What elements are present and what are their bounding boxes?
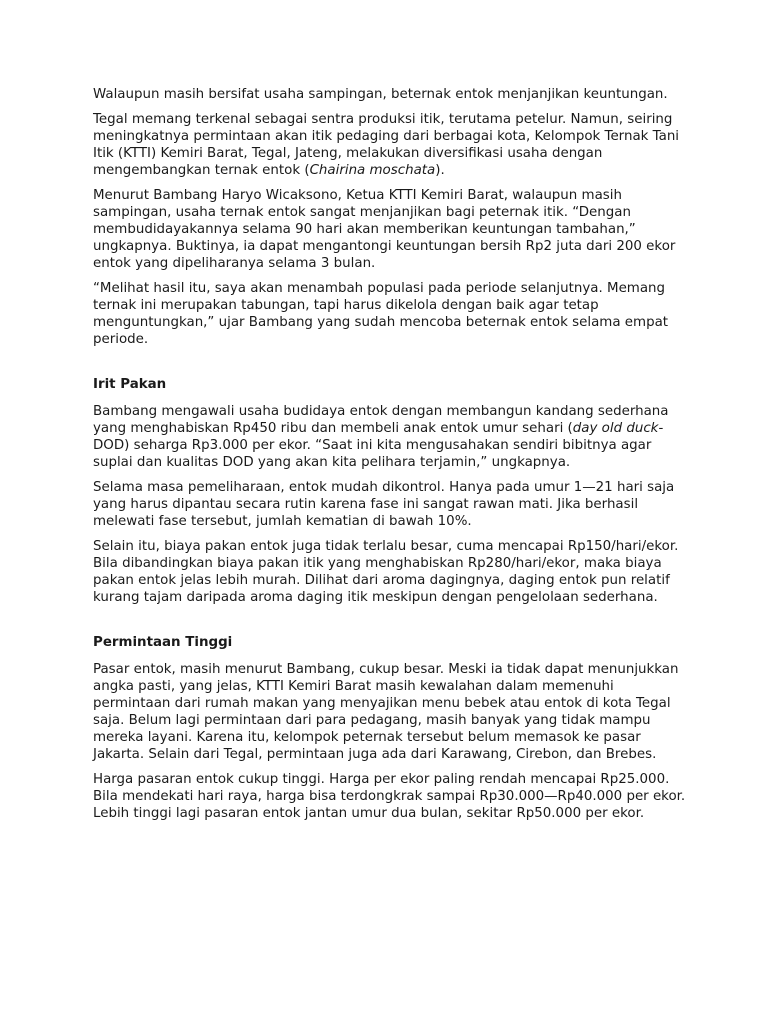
section1-paragraph-1 [93,403,693,471]
dod-term: day old duck [572,421,659,436]
section1-paragraph-1-text-b: -DOD) seharga Rp3.000 per ekor. “Saat ini kita mengusahakan sendiri bibitnya agar suplai dan kualitas DOD yang akan kita pelihara terjamin,” ungkapnya. [93,421,664,470]
intro-paragraph-1: Walaupun masih bersifat usaha sampingan, beternak entok menjanjikan keuntungan. [93,87,668,102]
section1-paragraph-3: Selain itu, biaya pakan entok juga tidak terlalu besar, cuma mencapai Rp150/hari/ekor. Bila dibandingkan biaya pakan itik yang menghabiskan Rp280/hari/ekor, maka biaya pakan entok jelas lebih murah. Dilihat dari aroma dagingnya, daging entok pun relatif kurang tajam daripada aroma daging itik meskipun dengan pengelolaan sederhana. [93,539,679,605]
intro-paragraph-2-text-b: ). [435,163,445,178]
intro-paragraph-2 [93,111,693,179]
section-heading-irit-pakan: Irit Pakan [93,377,167,392]
section-heading-permintaan-tinggi: Permintaan Tinggi [93,635,233,650]
intro-paragraph-3: Menurut Bambang Haryo Wicaksono, Ketua KTTI Kemiri Barat, walaupun masih sampingan, usaha ternak entok sangat menjanjikan bagi peternak itik. “Dengan membudidayakannya selama 90 hari akan memberikan keuntungan tambahan,” ungkapnya. Buktinya, ia dapat mengantongi keuntungan bersih Rp2 juta dari 200 ekor entok yang dipeliharanya selama 3 bulan. [93,188,676,271]
document-page [93,86,693,830]
section1-paragraph-1-text-a: Bambang mengawali usaha budidaya entok dengan membangun kandang sederhana yang menghabiskan Rp450 ribu dan membeli anak entok umur sehari ( [93,404,669,436]
section2-paragraph-1: Pasar entok, masih menurut Bambang, cukup besar. Meski ia tidak dapat menunjukkan angka pasti, yang jelas, KTTI Kemiri Barat masih kewalahan dalam memenuhi permintaan dari rumah makan yang menyajikan menu bebek atau entok di kota Tegal saja. Belum lagi permintaan dari para pedagang, masih banyak yang tidak mampu mereka layani. Karena itu, kelompok peternak tersebut belum memasok ke pasar Jakarta. Selain dari Tegal, permintaan juga ada dari Karawang, Cirebon, dan Brebes. [93,662,679,762]
section1-paragraph-2: Selama masa pemeliharaan, entok mudah dikontrol. Hanya pada umur 1—21 hari saja yang harus dipantau secara rutin karena fase ini sangat rawan mati. Jika berhasil melewati fase tersebut, jumlah kematian di bawah 10%. [93,480,675,529]
intro-paragraph-2-text-a: Tegal memang terkenal sebagai sentra produksi itik, terutama petelur. Namun, seiring meningkatnya permintaan akan itik pedaging dari berbagai kota, Kelompok Ternak Tani Itik (KTTI) Kemiri Barat, Tegal, Jateng, melakukan diversifikasi usaha dengan mengembangkan ternak entok ( [93,112,680,178]
species-name: Chairina moschata [309,163,436,178]
intro-paragraph-4: “Melihat hasil itu, saya akan menambah populasi pada periode selanjutnya. Memang ternak ini merupakan tabungan, tapi harus dikelola dengan baik agar tetap menguntungkan,” ujar Bambang yang sudah mencoba beternak entok selama empat periode. [93,281,669,347]
section2-paragraph-2: Harga pasaran entok cukup tinggi. Harga per ekor paling rendah mencapai Rp25.000. Bila mendekati hari raya, harga bisa terdongkrak sampai Rp30.000—Rp40.000 per ekor. Lebih tinggi lagi pasaran entok jantan umur dua bulan, sekitar Rp50.000 per ekor. [93,772,686,821]
